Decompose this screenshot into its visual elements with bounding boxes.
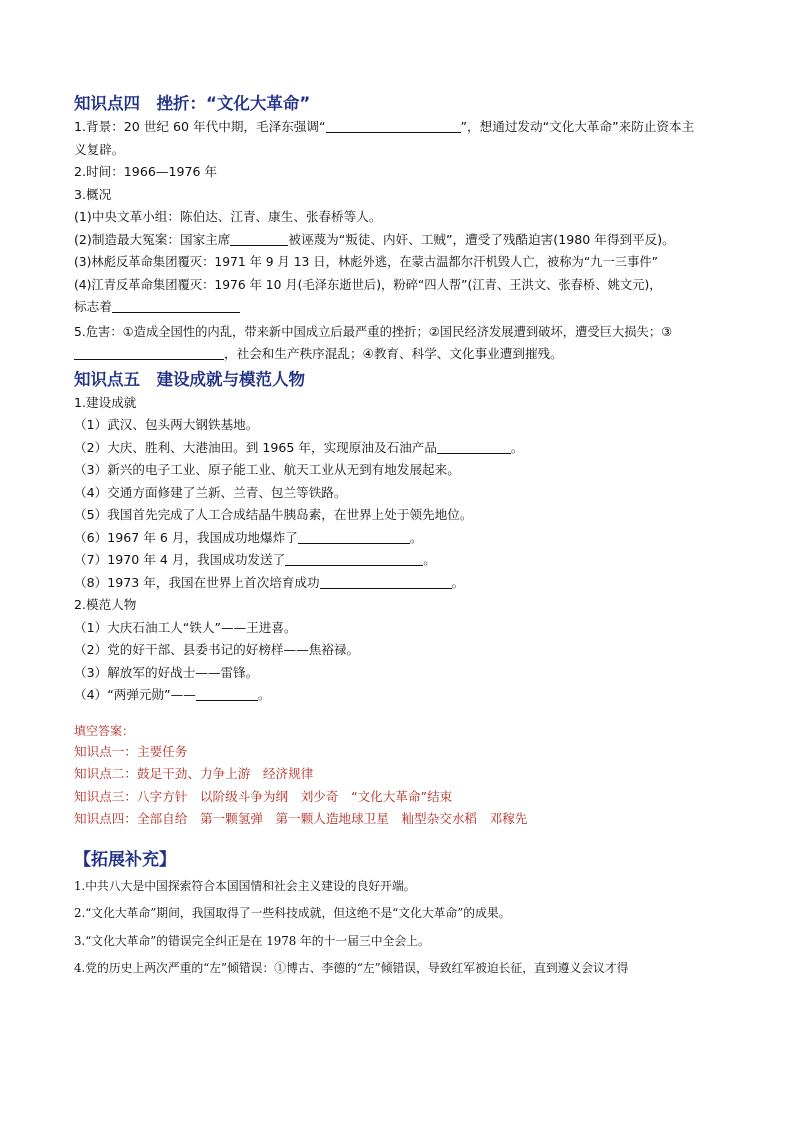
background-line xyxy=(74,116,734,139)
achievement-6 xyxy=(74,527,734,550)
answers-title: 填空答案： xyxy=(74,723,135,738)
text: （2）大庆、胜利、大港油田。到 1965 年，实现原油及石油产品 xyxy=(74,439,437,455)
model-1: （1）大庆石油工人“铁人”——王进喜。 xyxy=(74,619,297,635)
text: 。 xyxy=(423,552,436,567)
text: 标志着 xyxy=(74,299,112,314)
supplement-3: 3.“文化大革命”的错误完全纠正是在 1978 年的十一届三中全会上。 xyxy=(74,933,430,948)
fill-blank[interactable] xyxy=(326,118,461,133)
fill-blank[interactable] xyxy=(196,686,258,701)
fill-blank[interactable] xyxy=(298,529,410,544)
fill-blank[interactable] xyxy=(437,439,511,454)
overview-item-3: (3)林彪反革命集团覆灭：1971 年 9 月 13 日，林彪外逃，在蒙古温都尔汗机毁人亡，被称为“九一三事件” xyxy=(74,255,659,269)
section4-heading: 知识点四 挫折：“文化大革命” xyxy=(74,94,311,113)
achievements-title: 1.建设成就 xyxy=(74,394,137,410)
text: （8）1973 年，我国在世界上首次培育成功 xyxy=(74,574,320,590)
achievement-2 xyxy=(74,437,734,460)
supplement-heading: 【拓展补充】 xyxy=(74,849,176,870)
text: 。 xyxy=(409,529,423,545)
text: (2)制造最大冤案：国家主席 xyxy=(74,231,231,247)
harm-line: 5.危害：①造成全国性的内乱，带来新中国成立后最严重的挫折；②国民经济发展遭到破坏，遭受巨大损失；③ xyxy=(74,324,673,339)
achievement-7 xyxy=(74,549,734,572)
text: ，社会和生产秩序混乱；④教育、科学、文化事业遭到摧残。 xyxy=(224,346,563,361)
supplement-2: 2.“文化大革命”期间，我国取得了一些科技成就，但这绝不是“文化大革命”的成果。 xyxy=(74,906,511,920)
document-page xyxy=(74,92,734,983)
background-line-cont: 义复辟。 xyxy=(74,141,125,157)
text: （6）1967 年 6 月，我国成功地爆炸了 xyxy=(74,529,298,545)
achievement-5: （5）我国首先完成了人工合成结晶牛胰岛素，在世界上处于领先地位。 xyxy=(74,507,473,522)
overview-item-1: (1)中央文革小组：陈伯达、江青、康生、张春桥等人。 xyxy=(74,209,382,224)
achievement-4: （4）交通方面修建了兰新、兰青、包兰等铁路。 xyxy=(74,484,347,500)
overview-item-4: (4)江青反革命集团覆灭：1976 年 10 月(毛泽东逝世后)，粉碎“四人帮”(江青、王洪文、张春桥、姚文元)， xyxy=(74,277,662,292)
text: ”，想通过发动“文化大革命”来防止资本主 xyxy=(460,119,695,134)
answer-1: 知识点一：主要任务 xyxy=(74,743,188,759)
harm-line-cont xyxy=(74,343,734,366)
fill-blank[interactable] xyxy=(285,551,423,566)
text: （7）1970 年 4 月，我国成功发送了 xyxy=(74,552,286,567)
model-3: （3）解放军的好战士——雷锋。 xyxy=(74,664,259,680)
fill-blank[interactable] xyxy=(74,345,224,360)
achievement-1: （1）武汉、包头两大钢铁基地。 xyxy=(74,417,259,432)
text: 。 xyxy=(510,439,524,455)
supplement-4: 4.党的历史上两次严重的“左”倾错误：①博古、李德的“左”倾错误，导致红军被迫长征，直到遵义会议才得 xyxy=(74,961,629,975)
overview-title: 3.概况 xyxy=(74,186,112,202)
section5-heading: 知识点五 建设成就与模范人物 xyxy=(74,369,305,389)
answer-2: 知识点二：鼓足干劲、力争上游 经济规律 xyxy=(74,766,314,781)
model-4 xyxy=(74,684,734,707)
text: 。 xyxy=(257,687,271,702)
models-title: 2.模范人物 xyxy=(74,597,137,612)
model-2: （2）党的好干部、县委书记的好榜样——焦裕禄。 xyxy=(74,642,360,657)
supplement-1: 1.中共八大是中国探索符合本国国情和社会主义建设的良好开端。 xyxy=(74,878,416,893)
achievement-8 xyxy=(74,572,734,595)
fill-blank[interactable] xyxy=(230,231,288,246)
text: 1.背景：20 世纪 60 年代中期，毛泽东强调“ xyxy=(74,119,326,134)
answer-3: 知识点三：八字方针 以阶级斗争为纲 刘少奇 “文化大革命”结束 xyxy=(74,788,453,804)
overview-item-4-cont xyxy=(74,296,734,319)
text: 。 xyxy=(451,574,465,590)
achievement-3: （3）新兴的电子工业、原子能工业、航天工业从无到有地发展起来。 xyxy=(74,462,460,477)
time-line: 2.时间：1966—1976 年 xyxy=(74,164,218,179)
overview-item-2 xyxy=(74,229,734,252)
text: 被诬蔑为“叛徒、内奸、工贼”，遭受了残酷迫害(1980 年得到平反)。 xyxy=(288,231,675,247)
answer-4: 知识点四：全部自给 第一颗氢弹 第一颗人造地球卫星 籼型杂交水稻 邓稼先 xyxy=(74,811,528,826)
text: （4）“两弹元勋”—— xyxy=(74,687,196,702)
fill-blank[interactable] xyxy=(112,298,240,313)
fill-blank[interactable] xyxy=(320,574,452,589)
